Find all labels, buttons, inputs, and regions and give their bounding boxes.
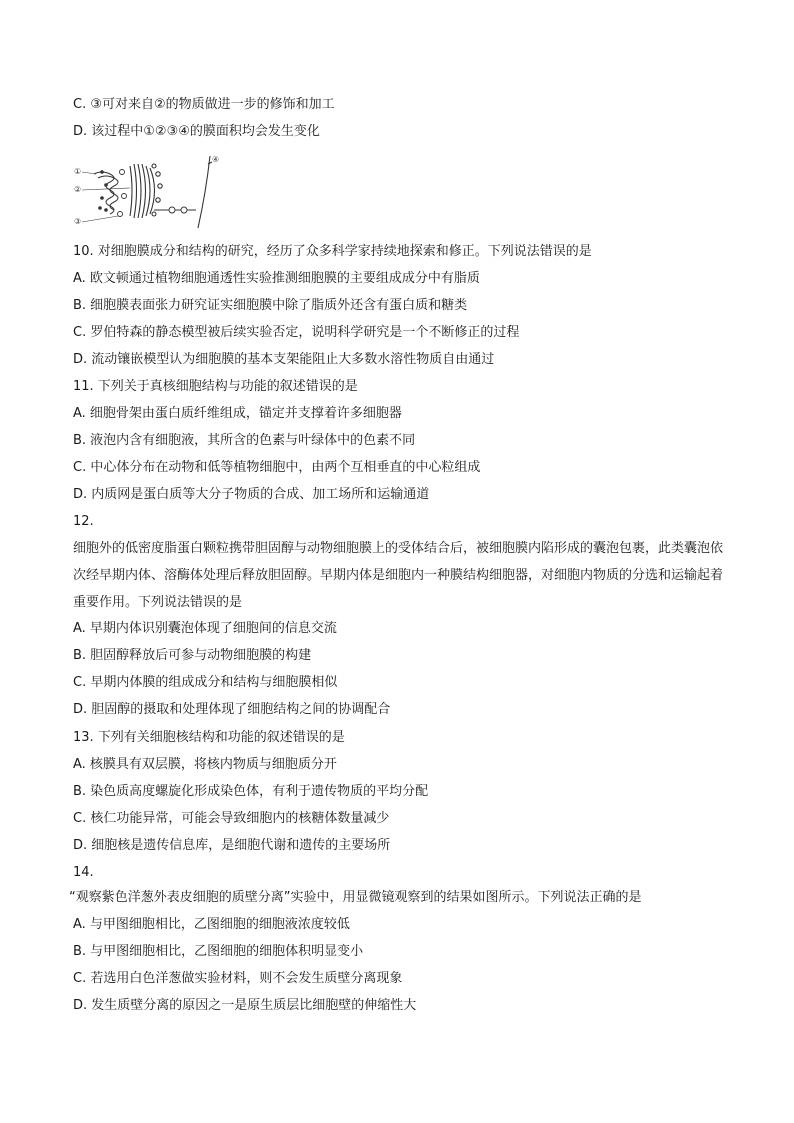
secretory-vesicles: [154, 207, 196, 213]
q12-option-b: B. 胆固醇释放后可参与动物细胞膜的构建: [73, 648, 312, 663]
q12-option-a: A. 早期内体识别囊泡体现了细胞间的信息交流: [73, 621, 337, 636]
q14-number: 14.: [73, 865, 94, 880]
q12-stem: 细胞外的低密度脂蛋白颗粒携带胆固醇与动物细胞膜上的受体结合后，被细胞膜内陷形成的囊泡包裹，此类囊泡依次经早期内体、溶酶体处理后释放胆固醇。早期内体是细胞内一种膜结构细胞器，对细胞内物质的分选和运输起着重要作用。下列说法错误的是: [73, 541, 724, 610]
q14-option-b: B. 与甲图细胞相比，乙图细胞的细胞体积明显变小: [73, 944, 364, 959]
q10-option-d: D. 流动镶嵌模型认为细胞膜的基本支架能阻止大多数水溶性物质自由通过: [73, 352, 495, 367]
q10-option-a: A. 欧文顿通过植物细胞通透性实验推测细胞膜的主要组成成分中有脂质: [73, 271, 480, 286]
q10-stem: 10. 对细胞膜成分和结构的研究，经历了众多科学家持续地探索和修正。下列说法错误的是: [73, 244, 592, 259]
cell-membrane-drawing: [198, 156, 212, 228]
q12-option-c: C. 早期内体膜的组成成分和结构与细胞膜相似: [73, 675, 338, 690]
figure-label-1: ①: [74, 167, 82, 176]
q13-option-d: D. 细胞核是遗传信息库，是细胞代谢和遗传的主要场所: [73, 838, 391, 853]
q10-option-b: B. 细胞膜表面张力研究证实细胞膜中除了脂质外还含有蛋白质和糖类: [73, 298, 468, 313]
q13-stem: 13. 下列有关细胞核结构和功能的叙述错误的是: [73, 730, 345, 745]
q11-option-c: C. 中心体分布在动物和低等植物细胞中，由两个互相垂直的中心粒组成: [73, 460, 481, 475]
q12-option-d: D. 胆固醇的摄取和处理体现了细胞结构之间的协调配合: [73, 702, 391, 717]
q9-option-d: D. 该过程中①②③④的膜面积均会发生变化: [73, 124, 320, 139]
figure-label-3: ③: [74, 217, 82, 226]
q12-number: 12.: [73, 514, 94, 529]
q13-option-a: A. 核膜具有双层膜，将核内物质与细胞质分开: [73, 757, 337, 772]
transport-vesicles: [118, 170, 127, 217]
q10-option-c: C. 罗伯特森的静态模型被后续实验否定，说明科学研究是一个不断修正的过程: [73, 325, 520, 340]
endoplasmic-reticulum-drawing: [94, 171, 118, 214]
q11-stem: 11. 下列关于真核细胞结构与功能的叙述错误的是: [73, 379, 358, 394]
q13-option-c: C. 核仁功能异常，可能会导致细胞内的核糖体数量减少: [73, 811, 390, 826]
q14-option-c: C. 若选用白色洋葱做实验材料，则不会发生质壁分离现象: [73, 971, 403, 986]
q11-option-b: B. 液泡内含有细胞液，其所含的色素与叶绿体中的色素不同: [73, 433, 416, 448]
q14-option-a: A. 与甲图细胞相比，乙图细胞的细胞液浓度较低: [73, 917, 350, 932]
q11-option-d: D. 内质网是蛋白质等大分子物质的合成、加工场所和运输通道: [73, 487, 430, 502]
q11-option-a: A. 细胞骨架由蛋白质纤维组成，锚定并支撑着许多细胞器: [73, 406, 402, 421]
figure-label-4: ④: [212, 155, 220, 164]
secretory-pathway-figure: [72, 152, 222, 232]
q13-option-b: B. 染色质高度螺旋化形成染色体，有利于遗传物质的平均分配: [73, 784, 429, 799]
q9-option-c: C. ③可对来自②的物质做进一步的修饰和加工: [73, 97, 335, 112]
q14-option-d: D. 发生质壁分离的原因之一是原生质层比细胞壁的伸缩性大: [73, 998, 417, 1013]
q14-stem: “观察紫色洋葱外表皮细胞的质壁分离”实验中，用显微镜观察到的结果如图所示。下列说法正确的是: [69, 890, 642, 905]
figure-label-2: ②: [74, 185, 82, 194]
